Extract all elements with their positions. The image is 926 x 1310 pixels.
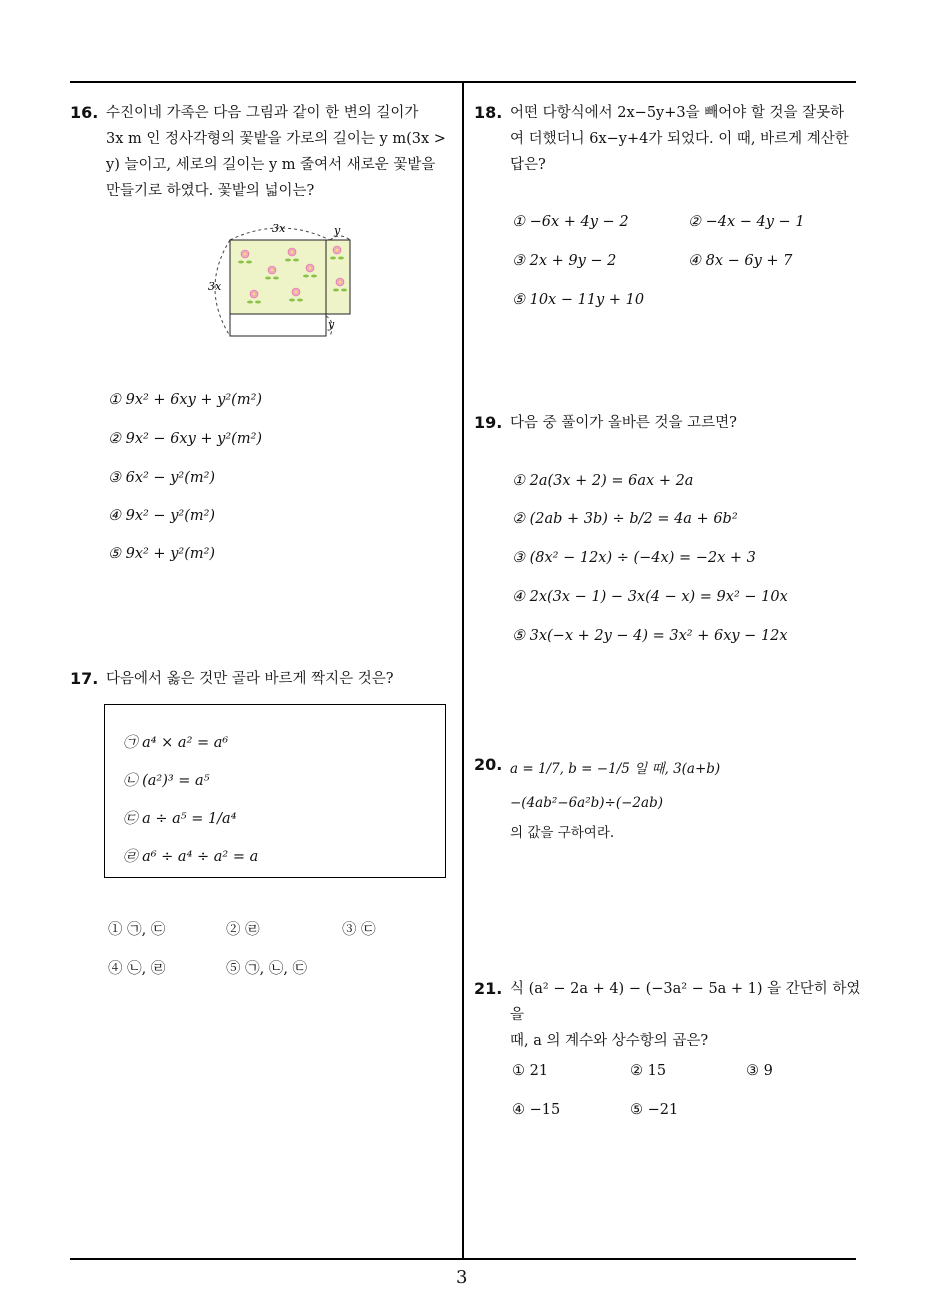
question-18 [474, 100, 864, 178]
question-text: 다음에서 옳은 것만 골라 바르게 짝지은 것은? [106, 671, 394, 687]
q17-choice-1[interactable]: ① ㉠, ㉢ [108, 922, 166, 938]
question-21 [474, 976, 866, 1054]
q21-choice-1[interactable]: ① 21 [512, 1063, 549, 1079]
question-20 [474, 752, 866, 846]
q21-choice-3[interactable]: ③ 9 [746, 1063, 773, 1079]
question-text-line: 때, a 의 계수와 상수항의 곱은? [510, 1033, 709, 1049]
page-number: 3 [456, 1267, 468, 1288]
question-text [510, 752, 866, 846]
q19-choice-3[interactable]: ③ (8x² − 12x) ÷ (−4x) = −2x + 3 [512, 550, 756, 566]
q17-choice-4[interactable]: ④ ㉡, ㉣ [108, 961, 166, 977]
q17-choice-5[interactable]: ⑤ ㉠, ㉡, ㉢ [226, 961, 308, 977]
q19-choice-2[interactable]: ② (2ab + 3b) ÷ b/2 = 4a + 6b² [512, 511, 738, 527]
figure-top-label: 3x [272, 222, 286, 235]
statement-item: ㉣ a⁶ ÷ a⁴ ÷ a² = a [123, 849, 259, 865]
question-number: 19. [474, 413, 503, 432]
question-text-line: 식 (a² − 2a + 4) − (−3a² − 5a + 1) 을 간단히 하였을 [510, 981, 861, 1023]
question-text-line: 의 값을 구하여라. [510, 825, 615, 841]
figure-left-label: 3x [208, 280, 222, 293]
statement-item: ㉡ (a²)³ = a⁵ [123, 773, 210, 789]
question-text-line: 3x m 인 정사각형의 꽃밭을 가로의 길이는 y m(3x > [106, 131, 446, 147]
question-text [106, 100, 446, 204]
question-text-line: 만들기로 하였다. 꽃밭의 넓이는? [106, 183, 315, 199]
q16-choice-1[interactable]: ① 9x² + 6xy + y²(m²) [108, 392, 263, 408]
q19-choice-5[interactable]: ⑤ 3x(−x + 2y − 4) = 3x² + 6xy − 12x [512, 628, 788, 644]
q16-choice-5[interactable]: ⑤ 9x² + y²(m²) [108, 546, 216, 562]
question-16 [70, 100, 456, 204]
figure-right-bottom-label: y [328, 318, 335, 331]
q21-choice-4[interactable]: ④ −15 [512, 1102, 561, 1118]
statement-item: ㉠ a⁴ × a² = a⁶ [123, 735, 229, 751]
question-number: 17. [70, 669, 99, 688]
q19-choice-4[interactable]: ④ 2x(3x − 1) − 3x(4 − x) = 9x² − 10x [512, 589, 788, 605]
question-text-line: 어떤 다항식에서 2x−5y+3을 빼어야 할 것을 잘못하 [510, 105, 845, 121]
question-number: 18. [474, 103, 503, 122]
q21-choice-5[interactable]: ⑤ −21 [630, 1102, 679, 1118]
q19-choice-1[interactable]: ① 2a(3x + 2) = 6ax + 2a [512, 473, 694, 489]
column-divider [462, 81, 464, 1259]
question-text-line: 여 더했더니 6x−y+4가 되었다. 이 때, 바르게 계산한 [510, 131, 849, 147]
statement-item: ㉢ a ÷ a⁵ = 1/a⁴ [123, 811, 237, 827]
question-number: 20. [474, 755, 503, 774]
q16-choice-4[interactable]: ④ 9x² − y²(m²) [108, 508, 216, 524]
q16-choice-2[interactable]: ② 9x² − 6xy + y²(m²) [108, 431, 263, 447]
question-text-line: y) 늘이고, 세로의 길이는 y m 줄여서 새로운 꽃밭을 [106, 157, 436, 173]
question-text-line: a = 1/7, b = −1/5 일 때, 3(a+b)−(4ab²−6a²b)÷(−2ab) [510, 761, 721, 811]
bottom-rule [70, 1258, 856, 1260]
question-text-line: 수진이네 가족은 다음 그림과 같이 한 변의 길이가 [106, 105, 419, 121]
question-number: 16. [70, 103, 99, 122]
figure-right-top-label: y [334, 224, 341, 237]
question-text-line: 답은? [510, 157, 546, 173]
q18-choice-3[interactable]: ③ 2x + 9y − 2 [512, 253, 617, 269]
q17-choice-3[interactable]: ③ ㉢ [342, 922, 376, 938]
question-19 [474, 410, 864, 436]
question-text [510, 100, 849, 178]
question-text [510, 976, 866, 1054]
question-text: 다음 중 풀이가 올바른 것을 고르면? [510, 415, 737, 431]
q21-choice-2[interactable]: ② 15 [630, 1063, 667, 1079]
q18-choice-2[interactable]: ② −4x − 4y − 1 [688, 214, 805, 230]
q18-choice-1[interactable]: ① −6x + 4y − 2 [512, 214, 629, 230]
statement-box [104, 704, 446, 878]
q18-choice-5[interactable]: ⑤ 10x − 11y + 10 [512, 292, 645, 308]
flowerbed-figure [200, 218, 370, 348]
question-number: 21. [474, 979, 503, 998]
q18-choice-4[interactable]: ④ 8x − 6y + 7 [688, 253, 793, 269]
question-17 [70, 666, 456, 692]
q16-choice-3[interactable]: ③ 6x² − y²(m²) [108, 470, 216, 486]
q17-choice-2[interactable]: ② ㉣ [226, 922, 260, 938]
